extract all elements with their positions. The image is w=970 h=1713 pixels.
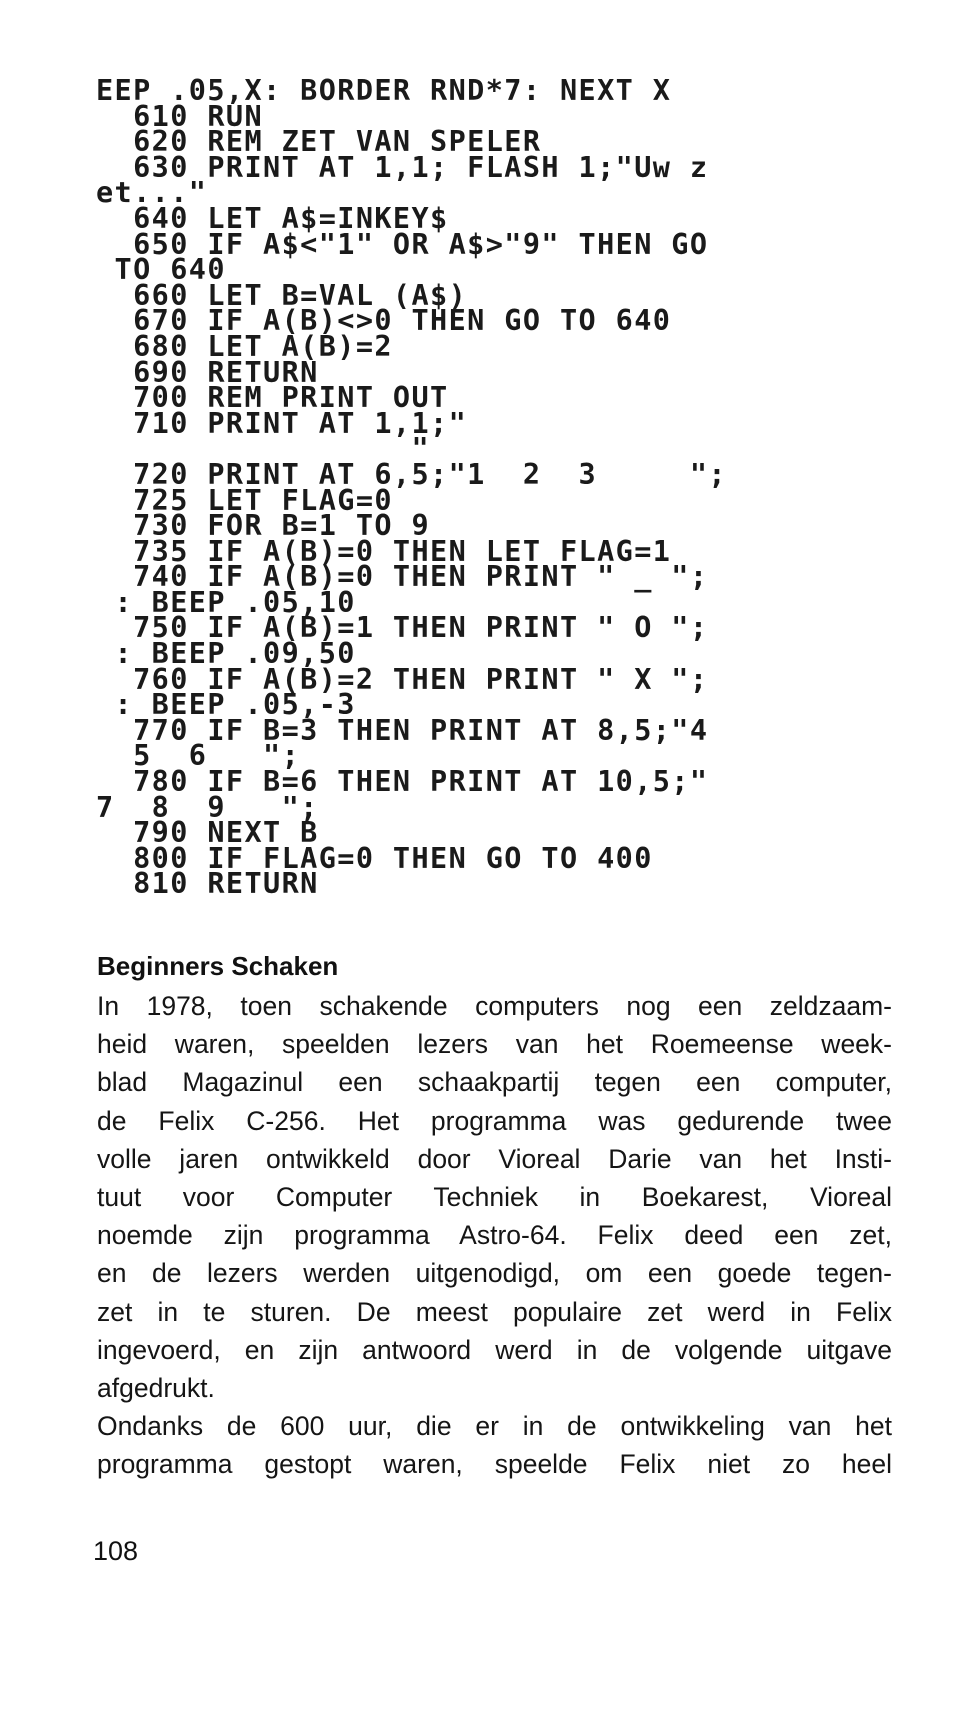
listing-line: 7 8 9 "; [96, 790, 319, 824]
body-line: In 1978, toen schakende computers nog een zeldzaam- [97, 991, 892, 1021]
listing-line: 760 IF A(B)=2 THEN PRINT " X "; [96, 662, 709, 696]
listing-line: 640 LET A$=INKEY$ [96, 201, 449, 235]
section-heading: Beginners Schaken [97, 951, 339, 981]
listing-line: 725 LET FLAG=0 [96, 483, 393, 517]
listing-line: " [96, 432, 431, 466]
listing-line: 690 RETURN [96, 355, 319, 389]
listing-line: 630 PRINT AT 1,1; FLASH 1;"Uw z [96, 150, 709, 184]
listing-line: 720 PRINT AT 6,5;"1 2 3 "; [96, 457, 727, 491]
body-line: de Felix C-256. Het programma was gedurende twee [97, 1105, 892, 1136]
listing-line: 620 REM ZET VAN SPELER [96, 125, 542, 159]
listing-line: 800 IF FLAG=0 THEN GO TO 400 [96, 841, 653, 875]
listing-line: 780 IF B=6 THEN PRINT AT 10,5;" [96, 765, 709, 799]
listing-line: 735 IF A(B)=0 THEN LET FLAG=1 [96, 534, 672, 568]
listing-line: 670 IF A(B)<>0 THEN GO TO 640 [96, 304, 672, 338]
listing-line: et..." [96, 176, 208, 210]
listing-line: EEP .05,X: BORDER RND*7: NEXT X [96, 74, 672, 107]
listing-line: 650 IF A$<"1" OR A$>"9" THEN GO [96, 227, 709, 261]
body-line: ingevoerd, en zijn antwoord werd in de volgende uitgave [97, 1334, 892, 1365]
listing-line: 810 RETURN [96, 867, 319, 901]
listing-line: 5 6 "; [96, 739, 301, 773]
body-paragraphs [97, 987, 892, 1483]
body-line: volle jaren ontwikkeld door Vioreal Darie van het Insti- [97, 1143, 892, 1174]
body-line: Ondanks de 600 uur, die er in de ontwikkeling van het [97, 1411, 892, 1442]
listing-line: 730 FOR B=1 TO 9 [96, 509, 431, 543]
body-line: noemde zijn programma Astro-64. Felix deed een zet, [97, 1220, 892, 1251]
listing-line: 700 REM PRINT OUT [96, 381, 449, 415]
body-line: blad Magazinul een schaakpartij tegen een computer, [97, 1067, 892, 1098]
body-line: heid waren, speelden lezers van het Roemeense week- [97, 1029, 892, 1060]
listing-line: 610 RUN [96, 99, 264, 133]
listing-line: 750 IF A(B)=1 THEN PRINT " O "; [96, 611, 709, 645]
listing-line: : BEEP .05,-3 [96, 688, 356, 722]
listing-line: 710 PRINT AT 1,1;" [96, 406, 468, 440]
listing-line: 680 LET A(B)=2 [96, 329, 393, 363]
listing-line: 770 IF B=3 THEN PRINT AT 8,5;"4 [96, 713, 709, 747]
body-line: programma gestopt waren, speelde Felix niet zo heel [97, 1449, 892, 1480]
listing-line: : BEEP .09,50 [96, 637, 356, 671]
listing-line: 790 NEXT B [96, 816, 319, 850]
listing-line: TO 640 [96, 253, 226, 287]
body-line: zet in te sturen. De meest populaire zet werd in Felix [97, 1296, 892, 1327]
body-line: en de lezers werden uitgenodigd, om een goede tegen- [97, 1258, 892, 1289]
basic-program-listing [96, 74, 916, 901]
listing-line: : BEEP .05,10 [96, 585, 356, 619]
body-line: tuut voor Computer Techniek in Boekarest, Vioreal [97, 1181, 892, 1212]
listing-line: 660 LET B=VAL (A$) [96, 278, 468, 312]
page-number: 108 [93, 1536, 139, 1566]
listing-line: 740 IF A(B)=0 THEN PRINT " _ "; [96, 560, 709, 594]
body-line: afgedrukt. [97, 1372, 215, 1403]
